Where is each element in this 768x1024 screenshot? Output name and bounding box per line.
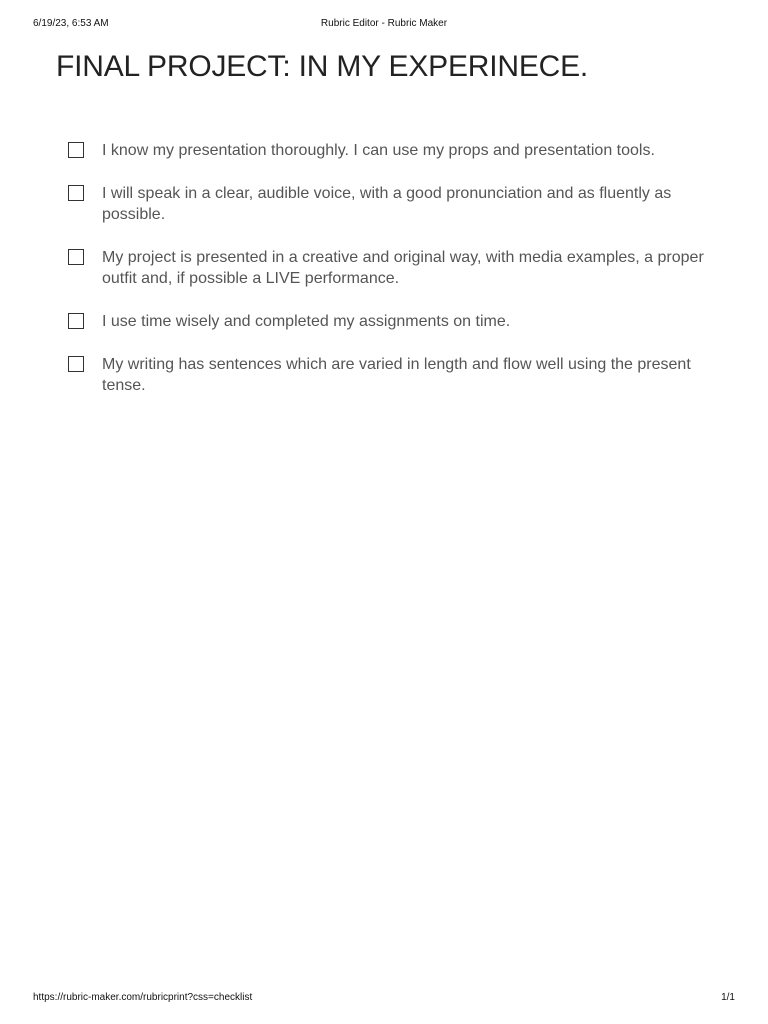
print-datetime: 6/19/23, 6:53 AM — [33, 18, 109, 29]
checkbox[interactable] — [68, 313, 84, 329]
checklist-item — [68, 311, 708, 332]
checklist-item — [68, 247, 708, 289]
checklist — [68, 140, 708, 418]
checkbox[interactable] — [68, 185, 84, 201]
print-url: https://rubric-maker.com/rubricprint?css=checklist — [33, 992, 253, 1003]
page-title: FINAL PROJECT: IN MY EXPERINECE. — [56, 50, 589, 83]
print-document-title: Rubric Editor - Rubric Maker — [320, 18, 448, 29]
print-footer — [0, 992, 768, 1006]
checklist-item-label: I know my presentation thoroughly. I can use my props and presentation tools. — [102, 142, 655, 159]
checklist-item-label: I use time wisely and completed my assignments on time. — [102, 313, 511, 330]
checklist-item — [68, 183, 708, 225]
checklist-item-label: My project is presented in a creative and original way, with media examples, a proper outfit and, if possible a LIVE performance. — [102, 249, 704, 287]
checklist-item — [68, 354, 708, 396]
checkbox[interactable] — [68, 249, 84, 265]
checkbox[interactable] — [68, 356, 84, 372]
checklist-item-label: My writing has sentences which are varied in length and flow well using the present tense. — [102, 356, 691, 394]
page-number: 1/1 — [721, 992, 735, 1003]
print-header — [0, 18, 768, 32]
checklist-item — [68, 140, 708, 161]
checklist-item-label: I will speak in a clear, audible voice, with a good pronunciation and as fluently as possible. — [102, 185, 672, 223]
checkbox[interactable] — [68, 142, 84, 158]
